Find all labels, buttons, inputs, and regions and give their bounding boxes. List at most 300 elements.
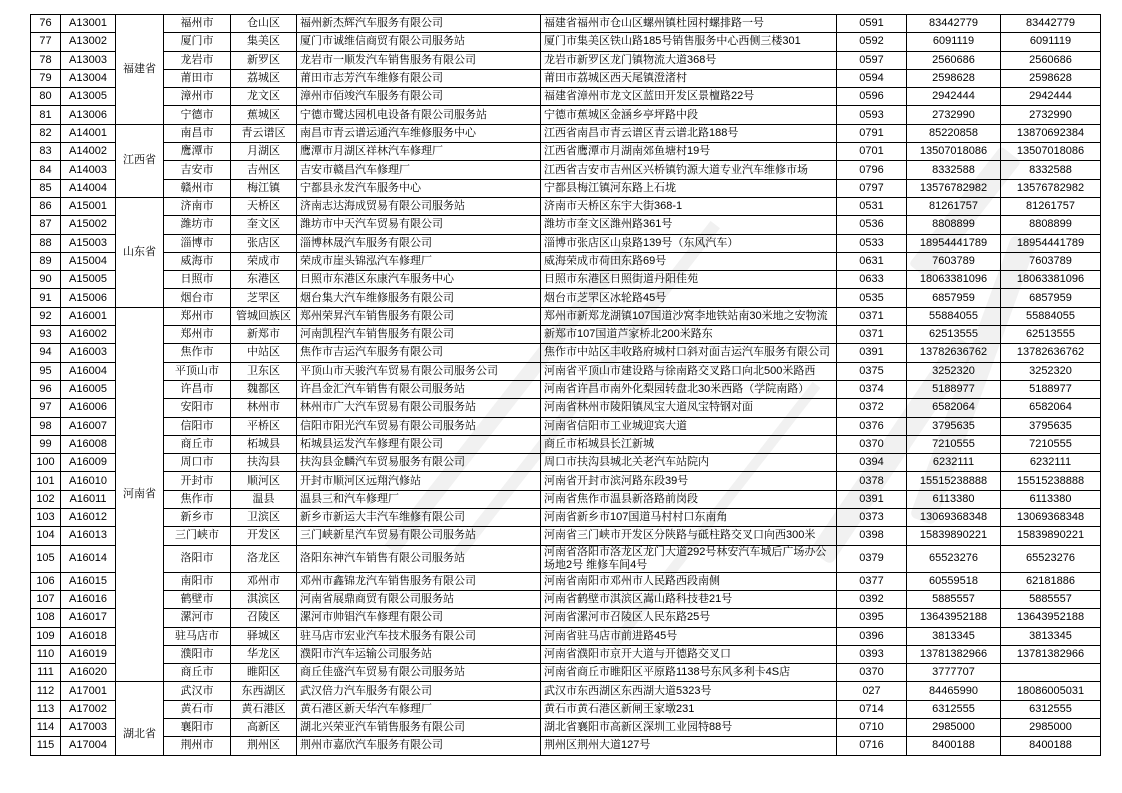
cell-phone2: 13643952188 <box>1001 609 1101 627</box>
cell-phone2: 15515238888 <box>1001 472 1101 490</box>
cell-area-code: 0594 <box>837 69 907 87</box>
cell-code: A16019 <box>61 645 116 663</box>
cell-code: A16015 <box>61 572 116 590</box>
cell-city: 平顶山市 <box>164 362 231 380</box>
cell-phone1: 62513555 <box>907 326 1001 344</box>
cell-address: 河南省焦作市温县新洛路前岗段 <box>541 490 837 508</box>
province-label: 福建省 <box>123 62 156 75</box>
cell-company: 济南志达海成贸易有限公司服务站 <box>297 197 541 215</box>
cell-company: 洛阳东神汽车销售有限公司服务站 <box>297 545 541 572</box>
cell-phone1: 13643952188 <box>907 609 1001 627</box>
cell-area-code: 0370 <box>837 664 907 682</box>
cell-area-code: 0395 <box>837 609 907 627</box>
cell-district: 荣成市 <box>231 252 297 270</box>
cell-address: 烟台市芝罘区冰轮路45号 <box>541 289 837 307</box>
cell-city: 信阳市 <box>164 417 231 435</box>
cell-district: 召陵区 <box>231 609 297 627</box>
cell-company: 三门峡新星汽车贸易有限公司服务站 <box>297 527 541 545</box>
table-row <box>31 143 1101 161</box>
cell-phone2: 15839890221 <box>1001 527 1101 545</box>
cell-area-code: 0633 <box>837 271 907 289</box>
cell-company: 龙岩市一顺发汽车销售服务有限公司 <box>297 51 541 69</box>
cell-address: 河南省许昌市南外化梨园转盘北30米西路（学院南路） <box>541 380 837 398</box>
cell-address: 江西省南昌市青云谱区青云谱北路188号 <box>541 124 837 142</box>
cell-address: 莆田市荔城区西天尾镇澄渚村 <box>541 69 837 87</box>
cell-address: 河南省鹤壁市淇滨区嵩山路科技巷21号 <box>541 590 837 608</box>
cell-phone2: 6091119 <box>1001 33 1101 51</box>
cell-num: 97 <box>31 399 61 417</box>
table-row <box>31 88 1101 106</box>
cell-phone2: 18086005031 <box>1001 682 1101 700</box>
cell-company: 莆田市志芳汽车维修有限公司 <box>297 69 541 87</box>
cell-city: 宁德市 <box>164 106 231 124</box>
cell-city: 烟台市 <box>164 289 231 307</box>
cell-phone1: 13576782982 <box>907 179 1001 197</box>
cell-address: 河南省三门峡市开发区分陕路与砥柱路交叉口向西300米 <box>541 527 837 545</box>
cell-phone2: 8400188 <box>1001 737 1101 755</box>
table-row <box>31 51 1101 69</box>
cell-company: 荆州市嘉欣汽车服务有限公司 <box>297 737 541 755</box>
cell-district: 东西湖区 <box>231 682 297 700</box>
table-row <box>31 545 1101 572</box>
cell-company: 许昌金汇汽车销售有限公司服务站 <box>297 380 541 398</box>
cell-code: A14004 <box>61 179 116 197</box>
cell-city: 福州市 <box>164 15 231 33</box>
cell-num: 100 <box>31 454 61 472</box>
cell-district: 洛龙区 <box>231 545 297 572</box>
cell-district: 卫滨区 <box>231 509 297 527</box>
cell-address: 河南省南阳市邓州市人民路西段南侧 <box>541 572 837 590</box>
cell-area-code: 0533 <box>837 234 907 252</box>
cell-num: 80 <box>31 88 61 106</box>
cell-city: 淄博市 <box>164 234 231 252</box>
cell-phone1: 83442779 <box>907 15 1001 33</box>
cell-city: 威海市 <box>164 252 231 270</box>
cell-phone2: 2598628 <box>1001 69 1101 87</box>
cell-company: 漯河市帅锠汽车修理有限公司 <box>297 609 541 627</box>
cell-phone2: 62181886 <box>1001 572 1101 590</box>
cell-district: 睢阳区 <box>231 664 297 682</box>
cell-address: 宁都县梅江镇河东路上石垅 <box>541 179 837 197</box>
cell-company: 商丘佳盛汽车贸易有限公司服务站 <box>297 664 541 682</box>
cell-area-code: 0593 <box>837 106 907 124</box>
cell-code: A16007 <box>61 417 116 435</box>
cell-phone2: 13069368348 <box>1001 509 1101 527</box>
cell-city: 郑州市 <box>164 307 231 325</box>
table-row <box>31 380 1101 398</box>
table-row <box>31 161 1101 179</box>
cell-area-code: 0392 <box>837 590 907 608</box>
cell-address: 河南省漯河市召陵区人民东路25号 <box>541 609 837 627</box>
cell-code: A13002 <box>61 33 116 51</box>
cell-address: 江西省吉安市吉州区兴桥镇钓源大道专业汽车维修市场 <box>541 161 837 179</box>
cell-district: 蕉城区 <box>231 106 297 124</box>
cell-district: 龙文区 <box>231 88 297 106</box>
cell-num: 78 <box>31 51 61 69</box>
cell-num: 114 <box>31 718 61 736</box>
cell-phone1: 6232111 <box>907 454 1001 472</box>
cell-company: 南昌市青云谱运通汽车维修服务中心 <box>297 124 541 142</box>
cell-phone1: 5885557 <box>907 590 1001 608</box>
cell-address: 荆州区荆州大道127号 <box>541 737 837 755</box>
cell-district: 新郑市 <box>231 326 297 344</box>
cell-code: A13003 <box>61 51 116 69</box>
cell-company: 驻马店市宏业汽车技术服务有限公司 <box>297 627 541 645</box>
cell-area-code: 0378 <box>837 472 907 490</box>
cell-code: A13006 <box>61 106 116 124</box>
table-row <box>31 700 1101 718</box>
cell-area-code: 0394 <box>837 454 907 472</box>
cell-num: 112 <box>31 682 61 700</box>
cell-num: 113 <box>31 700 61 718</box>
cell-district: 仓山区 <box>231 15 297 33</box>
service-stations-table <box>30 14 1101 756</box>
cell-phone1: 13781382966 <box>907 645 1001 663</box>
cell-company: 温县三和汽车修理厂 <box>297 490 541 508</box>
cell-phone1: 15515238888 <box>907 472 1001 490</box>
cell-address: 新郑市107国道芦家桥北200米路东 <box>541 326 837 344</box>
cell-province <box>116 307 164 682</box>
cell-num: 101 <box>31 472 61 490</box>
cell-phone2 <box>1001 664 1101 682</box>
cell-district: 卫东区 <box>231 362 297 380</box>
cell-district: 东港区 <box>231 271 297 289</box>
table-row <box>31 454 1101 472</box>
cell-district: 管城回族区 <box>231 307 297 325</box>
cell-address: 焦作市中站区丰收路府城村口斜对面吉运汽车服务有限公司 <box>541 344 837 362</box>
table-row <box>31 472 1101 490</box>
cell-city: 商丘市 <box>164 435 231 453</box>
cell-address: 河南省信阳市工业城迎宾大道 <box>541 417 837 435</box>
cell-district: 邓州市 <box>231 572 297 590</box>
cell-phone1: 81261757 <box>907 197 1001 215</box>
cell-city: 洛阳市 <box>164 545 231 572</box>
cell-phone2: 13576782982 <box>1001 179 1101 197</box>
table-row <box>31 718 1101 736</box>
table-row <box>31 362 1101 380</box>
cell-address: 威海荣成市荷田东路69号 <box>541 252 837 270</box>
table-row <box>31 572 1101 590</box>
cell-area-code: 0377 <box>837 572 907 590</box>
cell-city: 郑州市 <box>164 326 231 344</box>
table-row <box>31 664 1101 682</box>
table-row <box>31 271 1101 289</box>
cell-district: 集美区 <box>231 33 297 51</box>
cell-address: 宁德市蕉城区金涵乡亭坪路中段 <box>541 106 837 124</box>
cell-district: 荆州区 <box>231 737 297 755</box>
cell-phone1: 13507018086 <box>907 143 1001 161</box>
province-label: 江西省 <box>123 154 156 167</box>
cell-city: 南昌市 <box>164 124 231 142</box>
cell-district: 天桥区 <box>231 197 297 215</box>
cell-address: 河南省平顶山市建设路与徐南路交叉路口向北500米路西 <box>541 362 837 380</box>
cell-code: A15005 <box>61 271 116 289</box>
cell-address: 黄石市黄石港区新闸王家墩231 <box>541 700 837 718</box>
cell-code: A13001 <box>61 15 116 33</box>
cell-phone1: 3795635 <box>907 417 1001 435</box>
cell-address: 河南省驻马店市前进路45号 <box>541 627 837 645</box>
cell-phone1: 6312555 <box>907 700 1001 718</box>
cell-district: 高新区 <box>231 718 297 736</box>
table-row <box>31 509 1101 527</box>
table-row <box>31 289 1101 307</box>
cell-code: A13005 <box>61 88 116 106</box>
cell-code: A16010 <box>61 472 116 490</box>
cell-phone2: 65523276 <box>1001 545 1101 572</box>
cell-company: 潍坊市中天汽车贸易有限公司 <box>297 216 541 234</box>
cell-area-code: 0631 <box>837 252 907 270</box>
cell-num: 87 <box>31 216 61 234</box>
cell-phone2: 13870692384 <box>1001 124 1101 142</box>
cell-code: A16004 <box>61 362 116 380</box>
cell-company: 扶沟县金麟汽车贸易服务有限公司 <box>297 454 541 472</box>
cell-district: 新罗区 <box>231 51 297 69</box>
cell-area-code: 0391 <box>837 344 907 362</box>
cell-phone1: 55884055 <box>907 307 1001 325</box>
cell-num: 84 <box>31 161 61 179</box>
table-row <box>31 69 1101 87</box>
cell-company: 湖北兴荣亚汽车销售服务有限公司 <box>297 718 541 736</box>
cell-num: 82 <box>31 124 61 142</box>
cell-company: 漳州市佰竣汽车服务有限公司 <box>297 88 541 106</box>
cell-code: A16018 <box>61 627 116 645</box>
cell-address: 商丘市柘城县长江新城 <box>541 435 837 453</box>
cell-address: 福建省福州市仓山区螺州镇杜园村螺排路一号 <box>541 15 837 33</box>
cell-code: A15003 <box>61 234 116 252</box>
cell-district: 柘城县 <box>231 435 297 453</box>
cell-phone2: 83442779 <box>1001 15 1101 33</box>
cell-num: 108 <box>31 609 61 627</box>
cell-code: A14001 <box>61 124 116 142</box>
cell-num: 103 <box>31 509 61 527</box>
cell-city: 厦门市 <box>164 33 231 51</box>
cell-phone1: 60559518 <box>907 572 1001 590</box>
cell-company: 宁都县永发汽车服务中心 <box>297 179 541 197</box>
cell-city: 焦作市 <box>164 490 231 508</box>
cell-phone2: 5885557 <box>1001 590 1101 608</box>
cell-phone1: 7210555 <box>907 435 1001 453</box>
cell-district: 华龙区 <box>231 645 297 663</box>
cell-city: 鹤壁市 <box>164 590 231 608</box>
cell-company: 烟台集大汽车维修服务有限公司 <box>297 289 541 307</box>
cell-company: 焦作市吉运汽车服务有限公司 <box>297 344 541 362</box>
cell-phone1: 13069368348 <box>907 509 1001 527</box>
table-row <box>31 197 1101 215</box>
cell-area-code: 0370 <box>837 435 907 453</box>
cell-phone1: 8808899 <box>907 216 1001 234</box>
cell-area-code: 0398 <box>837 527 907 545</box>
cell-num: 102 <box>31 490 61 508</box>
cell-address: 江西省鹰潭市月湖南郊鱼塘村19号 <box>541 143 837 161</box>
cell-company: 开封市顺河区远翔汽修站 <box>297 472 541 490</box>
cell-company: 河南凯程汽车销售服务有限公司 <box>297 326 541 344</box>
cell-phone1: 3252320 <box>907 362 1001 380</box>
cell-code: A15001 <box>61 197 116 215</box>
cell-phone2: 8332588 <box>1001 161 1101 179</box>
cell-area-code: 0372 <box>837 399 907 417</box>
cell-code: A14003 <box>61 161 116 179</box>
cell-district: 张店区 <box>231 234 297 252</box>
cell-phone1: 18954441789 <box>907 234 1001 252</box>
cell-district: 开发区 <box>231 527 297 545</box>
cell-company: 黄石港区新天华汽车修理厂 <box>297 700 541 718</box>
cell-district: 顺河区 <box>231 472 297 490</box>
cell-num: 86 <box>31 197 61 215</box>
cell-address: 河南省林州市陵阳镇凤宝大道凤宝特钢对面 <box>541 399 837 417</box>
cell-city: 襄阳市 <box>164 718 231 736</box>
cell-area-code: 0591 <box>837 15 907 33</box>
cell-phone1: 3777707 <box>907 664 1001 682</box>
table-row <box>31 307 1101 325</box>
cell-num: 91 <box>31 289 61 307</box>
table-row <box>31 216 1101 234</box>
cell-num: 115 <box>31 737 61 755</box>
table-row <box>31 252 1101 270</box>
cell-province <box>116 15 164 125</box>
cell-code: A17004 <box>61 737 116 755</box>
cell-phone2: 6113380 <box>1001 490 1101 508</box>
cell-address: 福建省漳州市龙文区蓝田开发区景檀路22号 <box>541 88 837 106</box>
cell-area-code: 0374 <box>837 380 907 398</box>
cell-code: A14002 <box>61 143 116 161</box>
cell-phone2: 13782636762 <box>1001 344 1101 362</box>
cell-num: 93 <box>31 326 61 344</box>
cell-code: A16017 <box>61 609 116 627</box>
cell-area-code: 0371 <box>837 307 907 325</box>
cell-area-code: 0597 <box>837 51 907 69</box>
cell-code: A16008 <box>61 435 116 453</box>
cell-phone1: 13782636762 <box>907 344 1001 362</box>
cell-num: 106 <box>31 572 61 590</box>
cell-district: 驿城区 <box>231 627 297 645</box>
cell-address: 周口市扶沟县城北关老汽车站院内 <box>541 454 837 472</box>
cell-city: 南阳市 <box>164 572 231 590</box>
cell-num: 88 <box>31 234 61 252</box>
cell-city: 许昌市 <box>164 380 231 398</box>
cell-num: 89 <box>31 252 61 270</box>
cell-city: 武汉市 <box>164 682 231 700</box>
cell-code: A16006 <box>61 399 116 417</box>
cell-city: 日照市 <box>164 271 231 289</box>
cell-company: 日照市东港区东康汽车服务中心 <box>297 271 541 289</box>
cell-phone2: 3813345 <box>1001 627 1101 645</box>
cell-phone1: 6113380 <box>907 490 1001 508</box>
table-row <box>31 527 1101 545</box>
cell-num: 111 <box>31 664 61 682</box>
cell-code: A16001 <box>61 307 116 325</box>
cell-district: 青云谱区 <box>231 124 297 142</box>
cell-phone1: 6582064 <box>907 399 1001 417</box>
province-label: 山东省 <box>123 245 156 258</box>
table-row <box>31 645 1101 663</box>
cell-province <box>116 197 164 307</box>
cell-code: A16002 <box>61 326 116 344</box>
cell-area-code: 0535 <box>837 289 907 307</box>
cell-address: 济南市天桥区东宇大街368-1 <box>541 197 837 215</box>
cell-phone1: 85220858 <box>907 124 1001 142</box>
cell-num: 94 <box>31 344 61 362</box>
cell-city: 鹰潭市 <box>164 143 231 161</box>
cell-code: A16020 <box>61 664 116 682</box>
cell-area-code: 0391 <box>837 490 907 508</box>
province-label: 湖北省 <box>123 727 156 740</box>
cell-district: 月湖区 <box>231 143 297 161</box>
cell-code: A17003 <box>61 718 116 736</box>
table-row <box>31 590 1101 608</box>
cell-address: 潍坊市奎文区潍州路361号 <box>541 216 837 234</box>
cell-company: 新乡市新运大丰汽车维修有限公司 <box>297 509 541 527</box>
cell-phone2: 2942444 <box>1001 88 1101 106</box>
cell-area-code: 0592 <box>837 33 907 51</box>
cell-phone2: 13781382966 <box>1001 645 1101 663</box>
cell-company: 武汉倍力汽车服务有限公司 <box>297 682 541 700</box>
cell-city: 濮阳市 <box>164 645 231 663</box>
cell-phone1: 15839890221 <box>907 527 1001 545</box>
cell-district: 梅江镇 <box>231 179 297 197</box>
cell-area-code: 0710 <box>837 718 907 736</box>
table-row <box>31 609 1101 627</box>
cell-phone2: 55884055 <box>1001 307 1101 325</box>
cell-phone2: 18063381096 <box>1001 271 1101 289</box>
cell-phone1: 2560686 <box>907 51 1001 69</box>
cell-code: A15004 <box>61 252 116 270</box>
cell-address: 郑州市新郑龙湖镇107国道沙窝李地铁站南30米地之安物流 <box>541 307 837 325</box>
cell-code: A16003 <box>61 344 116 362</box>
cell-city: 漳州市 <box>164 88 231 106</box>
cell-district: 黄石港区 <box>231 700 297 718</box>
cell-num: 110 <box>31 645 61 663</box>
cell-num: 96 <box>31 380 61 398</box>
cell-district: 荔城区 <box>231 69 297 87</box>
cell-num: 107 <box>31 590 61 608</box>
cell-area-code: 0379 <box>837 545 907 572</box>
table-row <box>31 179 1101 197</box>
cell-district: 魏都区 <box>231 380 297 398</box>
table-body <box>31 15 1101 756</box>
cell-num: 98 <box>31 417 61 435</box>
cell-num: 83 <box>31 143 61 161</box>
table-row <box>31 124 1101 142</box>
cell-num: 95 <box>31 362 61 380</box>
cell-city: 商丘市 <box>164 664 231 682</box>
cell-company: 河南省展鼎商贸有限公司服务站 <box>297 590 541 608</box>
cell-phone2: 5188977 <box>1001 380 1101 398</box>
cell-address: 淄博市张店区山泉路139号（东风汽车） <box>541 234 837 252</box>
cell-phone1: 18063381096 <box>907 271 1001 289</box>
cell-num: 85 <box>31 179 61 197</box>
cell-code: A16005 <box>61 380 116 398</box>
cell-phone2: 2732990 <box>1001 106 1101 124</box>
cell-company: 林州市广大汽车贸易有限公司服务站 <box>297 399 541 417</box>
cell-company: 信阳市阳光汽车贸易有限公司服务站 <box>297 417 541 435</box>
cell-phone2: 3795635 <box>1001 417 1101 435</box>
cell-phone2: 2560686 <box>1001 51 1101 69</box>
cell-num: 90 <box>31 271 61 289</box>
cell-phone2: 18954441789 <box>1001 234 1101 252</box>
cell-phone2: 13507018086 <box>1001 143 1101 161</box>
cell-address: 河南省洛阳市洛龙区龙门大道292号林安汽车城后广场办公场地2号 维修车间4号 <box>541 545 837 572</box>
cell-phone2: 6232111 <box>1001 454 1101 472</box>
cell-code: A13004 <box>61 69 116 87</box>
cell-company: 鹰潭市月湖区祥林汽车修理厂 <box>297 143 541 161</box>
cell-province <box>116 682 164 755</box>
table-row <box>31 627 1101 645</box>
cell-area-code: 0714 <box>837 700 907 718</box>
cell-phone1: 84465990 <box>907 682 1001 700</box>
cell-city: 荆州市 <box>164 737 231 755</box>
cell-area-code: 0791 <box>837 124 907 142</box>
cell-code: A16016 <box>61 590 116 608</box>
